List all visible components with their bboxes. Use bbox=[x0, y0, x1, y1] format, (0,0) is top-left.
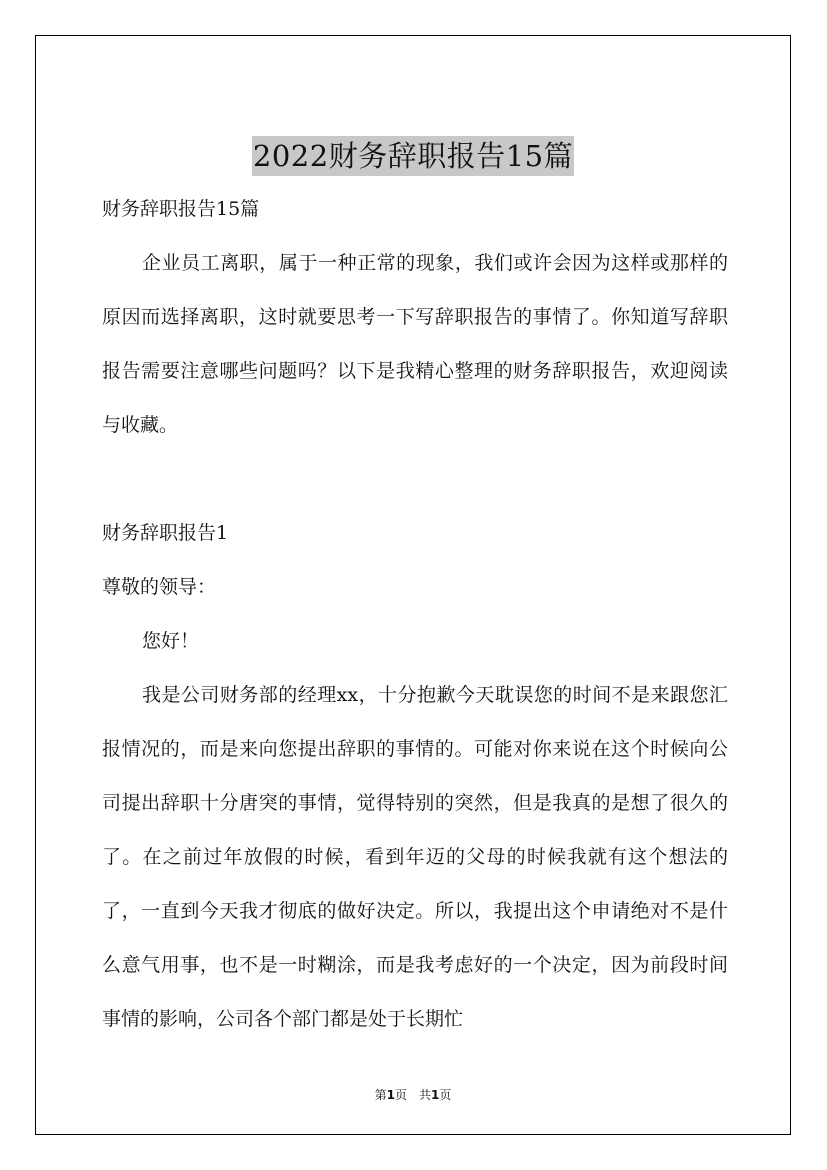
intro-paragraph: 企业员工离职，属于一种正常的现象，我们或许会因为这样或那样的原因而选择离职，这时就要思考一下写辞职报告的事情了。你知道写辞职报告需要注意哪些问题吗？以下是我精心整理的财务辞职报告，欢迎阅读与收藏。 bbox=[102, 252, 728, 436]
section-heading: 财务辞职报告1 bbox=[102, 522, 229, 544]
paragraph-gap bbox=[102, 452, 728, 506]
footer-page-mid: 页 共 bbox=[394, 1088, 431, 1102]
document-subtitle: 财务辞职报告15篇 bbox=[102, 198, 260, 220]
document-body bbox=[102, 182, 728, 1046]
greeting: 您好！ bbox=[142, 630, 200, 652]
footer-page-suffix: 页 bbox=[439, 1088, 452, 1102]
body-paragraph: 我是公司财务部的经理xx，十分抱歉今天耽误您的时间不是来跟您汇报情况的，而是来向您提出辞职的事情的。可能对你来说在这个时候向公司提出辞职十分唐突的事情，觉得特别的突然，但是我真的是想了很久的了。在之前过年放假的时候，看到年迈的父母的时候我就有这个想法的了，一直到今天我才彻底的做好决定。所以，我提出这个申请绝对不是什么意气用事，也不是一时糊涂，而是我考虑好的一个决定，因为前段时间事情的影响，公司各个部门都是处于长期忙 bbox=[102, 684, 728, 1030]
footer-page-total: 1 bbox=[431, 1088, 440, 1102]
salutation: 尊敬的领导： bbox=[102, 576, 217, 598]
title-container bbox=[36, 136, 790, 176]
footer-page-prefix: 第 bbox=[374, 1088, 387, 1102]
document-page bbox=[35, 35, 791, 1135]
document-title: 2022财务辞职报告15篇 bbox=[252, 136, 574, 176]
footer-page-current: 1 bbox=[386, 1088, 395, 1102]
page-footer bbox=[36, 1086, 790, 1103]
